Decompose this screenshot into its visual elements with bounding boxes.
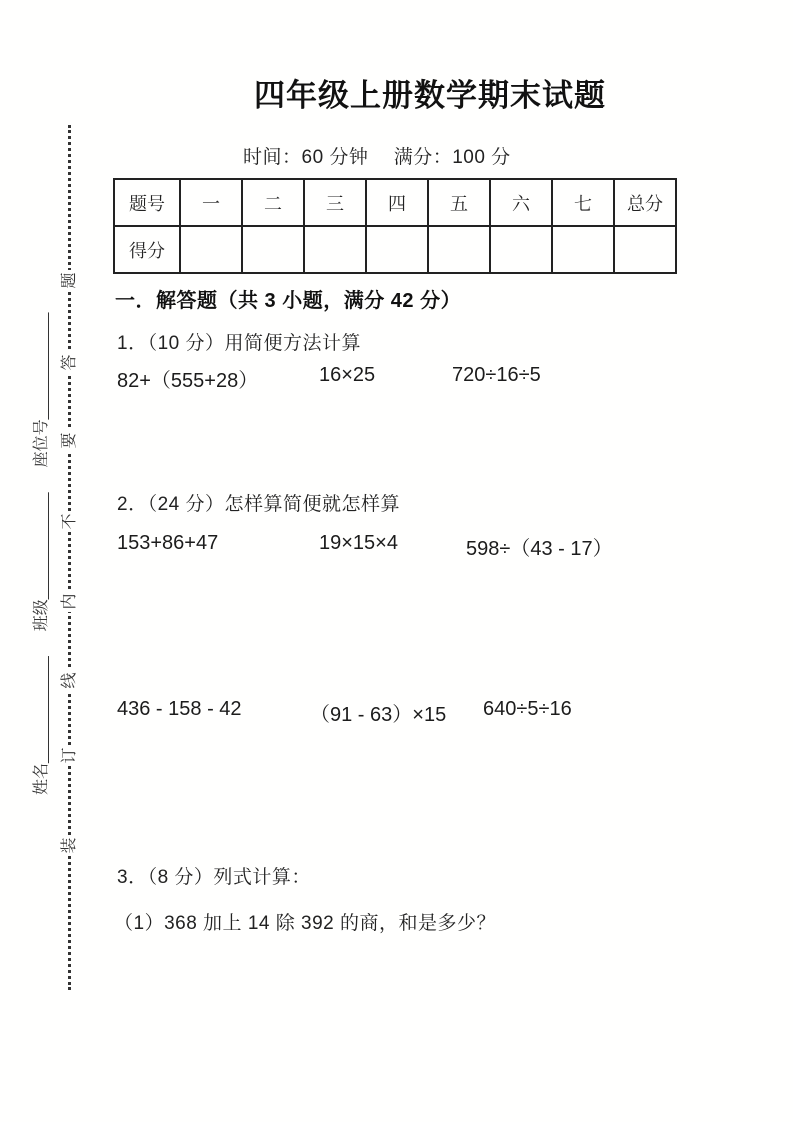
score-table [113,178,677,274]
binding-char: 不 [59,511,80,532]
col-header: 三 [304,179,366,226]
col-header-total: 总分 [614,179,676,226]
math-expression: 640÷5÷16 [483,698,572,720]
binding-dotted-line [68,125,71,990]
math-expression: 153+86+47 [117,532,219,554]
col-header: 七 [552,179,614,226]
student-info-fields [28,312,50,795]
score-cell-empty [490,226,552,273]
math-expression: （91 - 63）×15 [310,704,447,726]
binding-char: 内 [59,591,80,612]
question-2-expressions-row-2 [117,698,572,727]
binding-char: 线 [59,670,80,691]
col-header: 一 [180,179,242,226]
math-expression: 19×15×4 [319,532,398,554]
math-expression: 436 - 158 - 42 [117,698,242,720]
binding-char: 订 [59,745,80,766]
time-score-line: 时间：60 分钟 满分：100 分 [243,147,511,168]
score-cell-empty [614,226,676,273]
score-cell-empty [242,226,304,273]
class-field-label: 班级____________ [32,492,50,632]
col-header: 五 [428,179,490,226]
score-cell-empty [428,226,490,273]
binding-char: 题 [59,270,80,291]
col-header: 六 [490,179,552,226]
binding-char: 答 [59,352,80,373]
page-title: 四年级上册数学期末试题 [254,78,606,113]
math-expression: 82+（555+28） [117,370,259,392]
question-2-expressions-row-1 [117,532,613,561]
col-header: 二 [242,179,304,226]
table-row-headers [114,179,676,226]
section-heading: 一．解答题（共 3 小题，满分 42 分） [115,290,462,312]
question-1-expressions [117,364,541,393]
question-1-prompt: 1．（10 分）用简便方法计算 [117,333,361,354]
math-expression: 16×25 [319,364,376,386]
math-expression: 598÷（43 - 17） [466,538,613,560]
score-row-label: 得分 [114,226,180,273]
name-field-label: 姓名____________ [32,656,50,795]
col-header: 四 [366,179,428,226]
question-3-prompt: 3．（8 分）列式计算： [117,867,311,888]
math-expression: 720÷16÷5 [452,364,541,386]
score-cell-empty [304,226,366,273]
col-header-question-number: 题号 [114,179,180,226]
question-3-subitem-1: （1）368 加上 14 除 392 的商，和是多少？ [114,913,496,934]
seat-number-field-label: 座位号____________ [32,312,50,468]
table-row-scores [114,226,676,273]
binding-char: 装 [59,835,80,856]
question-2-prompt: 2．（24 分）怎样算简便就怎样算 [117,494,400,515]
score-cell-empty [366,226,428,273]
score-cell-empty [180,226,242,273]
score-cell-empty [552,226,614,273]
binding-char: 要 [59,430,80,451]
